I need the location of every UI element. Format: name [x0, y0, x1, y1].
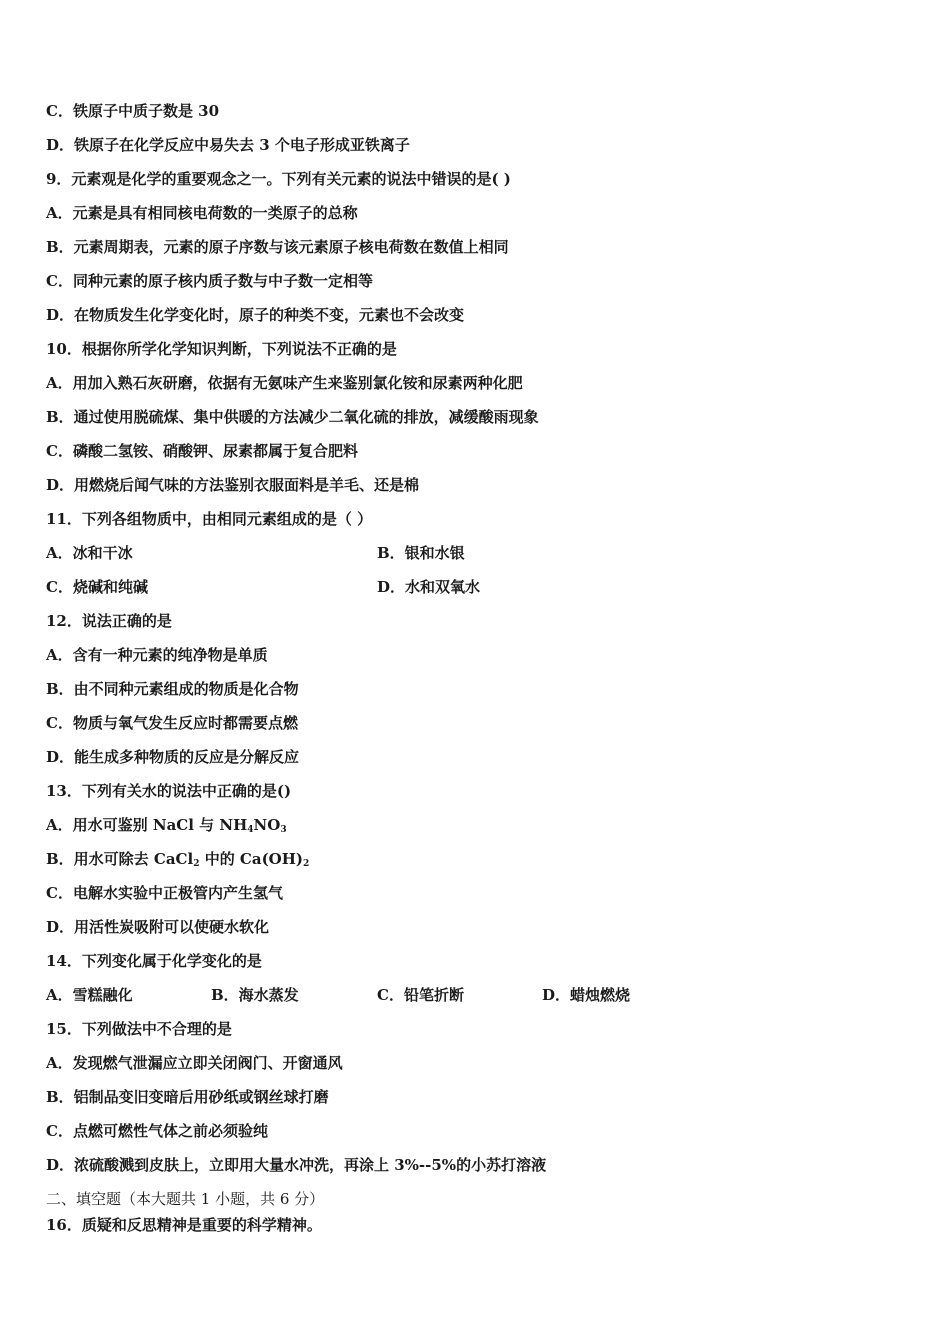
- question-15-option-d: D．浓硫酸溅到皮肤上，立即用大量水冲洗，再涂上 3%--5%的小苏打溶液: [46, 1156, 547, 1174]
- question-15-stem: 15．下列做法中不合理的是: [46, 1020, 232, 1038]
- question-13-option-b: [46, 849, 309, 874]
- question-11-option-d: D．水和双氧水: [377, 578, 481, 596]
- question-13-option-d: D．用活性炭吸附可以使硬水软化: [46, 918, 270, 936]
- question-13-option-a: [46, 815, 287, 840]
- question-11-option-c: C．烧碱和纯碱: [46, 578, 148, 596]
- question-14-stem: 14．下列变化属于化学变化的是: [46, 952, 262, 970]
- subscript: 3: [280, 825, 287, 835]
- question-11-stem: 11．下列各组物质中，由相同元素组成的是（ ）: [46, 510, 373, 528]
- question-10-option-d: D．用燃烧后闻气味的方法鉴别衣服面料是羊毛、还是棉: [46, 476, 420, 494]
- question-14-option-c: C．铅笔折断: [377, 986, 464, 1004]
- question-12-option-a: A．含有一种元素的纯净物是单质: [46, 646, 268, 664]
- question-13-option-c: C．电解水实验中正极管内产生氢气: [46, 884, 283, 902]
- option-c-text: C．铁原子中质子数是 30: [46, 102, 220, 120]
- option-text: 中的 Ca(OH): [199, 850, 304, 868]
- subscript: 4: [247, 825, 254, 835]
- question-10-option-b: B．通过使用脱硫煤、集中供暖的方法减少二氧化硫的排放，减缓酸雨现象: [46, 408, 539, 426]
- question-9-option-d: D．在物质发生化学变化时，原子的种类不变，元素也不会改变: [46, 306, 465, 324]
- question-9-option-a: A．元素是具有相同核电荷数的一类原子的总称: [46, 204, 358, 222]
- option-text: A．用水可鉴别 NaCl 与 NH: [46, 816, 248, 834]
- option-text: NO: [253, 816, 281, 834]
- question-9-stem: 9．元素观是化学的重要观念之一。下列有关元素的说法中错误的是( ): [46, 170, 511, 188]
- question-10-option-a: A．用加入熟石灰研磨，依据有无氨味产生来鉴别氯化铵和尿素两种化肥: [46, 374, 523, 392]
- question-11-option-a: A．冰和干冰: [46, 544, 133, 562]
- question-9-option-b: B．元素周期表，元素的原子序数与该元素原子核电荷数在数值上相同: [46, 238, 509, 256]
- question-16-stem: 16．质疑和反思精神是重要的科学精神。: [46, 1216, 322, 1234]
- question-13-stem: 13．下列有关水的说法中正确的是(): [46, 782, 292, 800]
- question-15-option-c: C．点燃可燃性气体之前必须验纯: [46, 1122, 268, 1140]
- question-12-option-d: D．能生成多种物质的反应是分解反应: [46, 748, 300, 766]
- question-15-option-b: B．铝制品变旧变暗后用砂纸或钢丝球打磨: [46, 1088, 329, 1106]
- question-14-option-a: A．雪糕融化: [46, 986, 133, 1004]
- option-text: B．用水可除去 CaCl: [46, 850, 194, 868]
- question-11-option-b: B．银和水银: [377, 544, 465, 562]
- question-14-option-b: B．海水蒸发: [211, 986, 299, 1004]
- subscript: 2: [193, 859, 200, 869]
- question-14-option-d: D．蜡烛燃烧: [542, 986, 631, 1004]
- option-d-text: D．铁原子在化学反应中易失去 3 个电子形成亚铁离子: [46, 136, 410, 154]
- question-12-option-c: C．物质与氧气发生反应时都需要点燃: [46, 714, 298, 732]
- question-10-option-c: C．磷酸二氢铵、硝酸钾、尿素都属于复合肥料: [46, 442, 358, 460]
- question-15-option-a: A．发现燃气泄漏应立即关闭阀门、开窗通风: [46, 1054, 343, 1072]
- subscript: 2: [303, 859, 310, 869]
- section-heading: 二、填空题（本大题共 1 小题，共 6 分）: [46, 1190, 325, 1208]
- question-12-option-b: B．由不同种元素组成的物质是化合物: [46, 680, 299, 698]
- question-9-option-c: C．同种元素的原子核内质子数与中子数一定相等: [46, 272, 373, 290]
- question-12-stem: 12．说法正确的是: [46, 612, 172, 630]
- question-10-stem: 10．根据你所学化学知识判断，下列说法不正确的是: [46, 340, 397, 358]
